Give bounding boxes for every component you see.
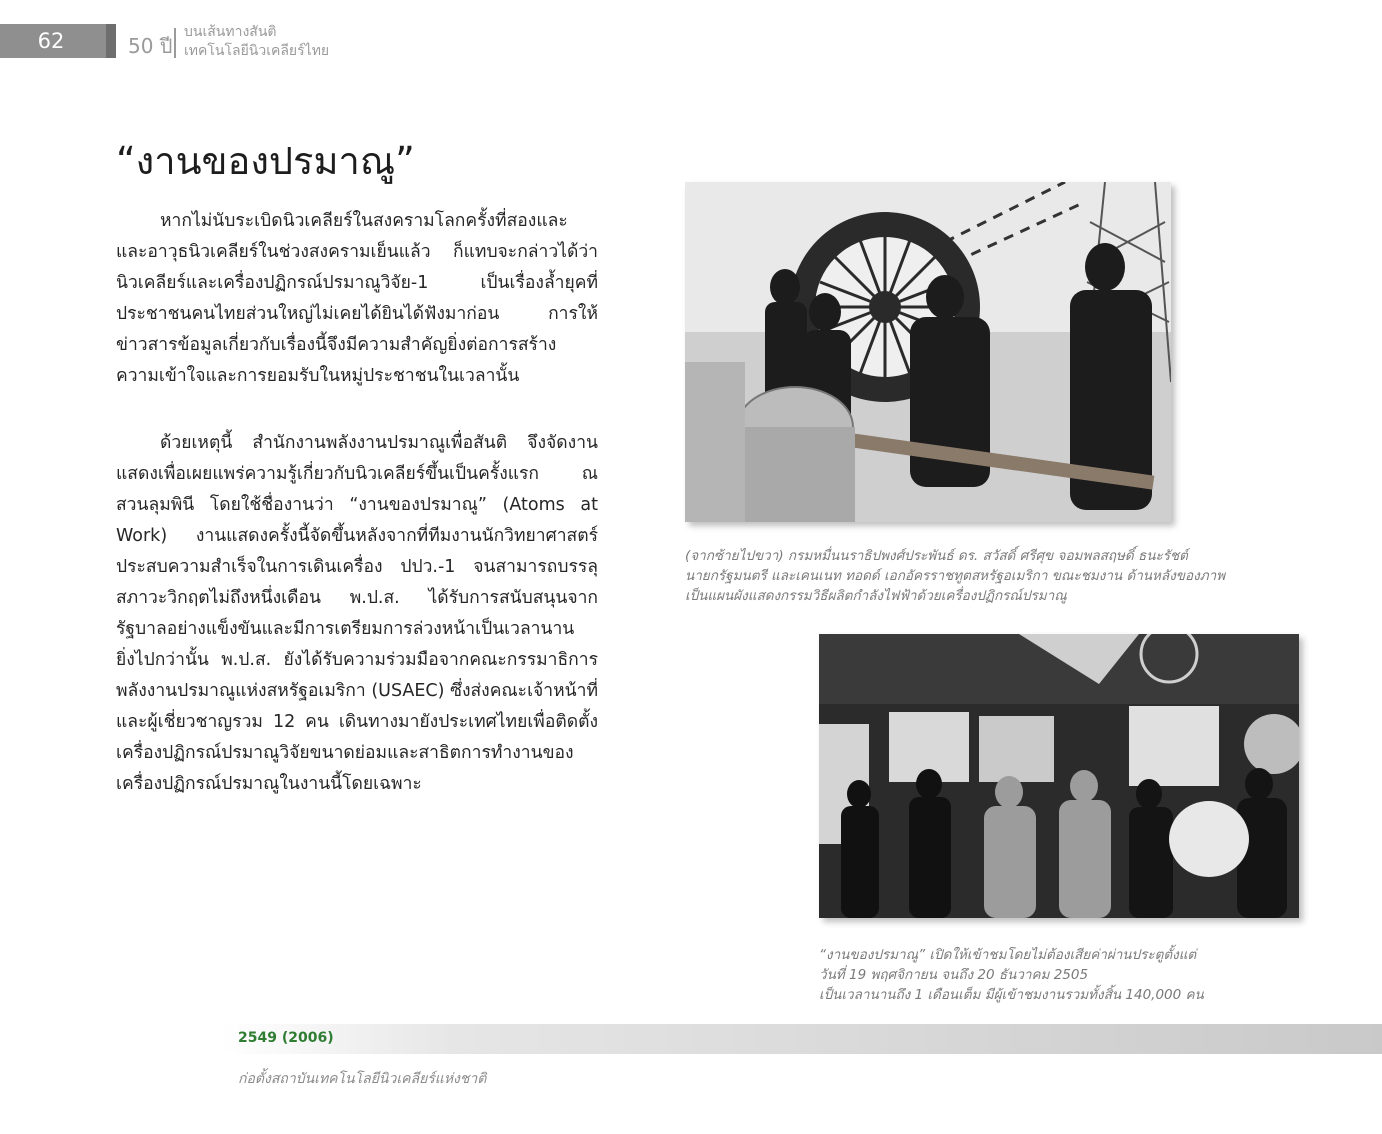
series-title — [184, 23, 329, 61]
page-number-tab — [106, 24, 116, 58]
photo2-caption-line1: “งานของปรมาณู” เปิดให้เข้าชมโดยไม่ต้องเสียค่าผ่านประตูตั้งแต่ — [819, 947, 1197, 963]
photo-exhibition-crowd — [819, 634, 1299, 918]
page-number: 62 — [37, 29, 65, 53]
page-number-box — [0, 24, 116, 58]
timeline-year: 2549 (2006) — [238, 1030, 334, 1046]
photo2-caption-line2: วันที่ 19 พฤศจิกายน จนถึง 20 ธันวาคม 2505 — [819, 967, 1089, 983]
photo1-caption-line3: เป็นแผนผังแสดงกรรมวิธีผลิตกำลังไฟฟ้าด้วยเครื่องปฏิกรณ์ปรมาณู — [685, 588, 1067, 604]
paragraph-2-text: ด้วยเหตุนี้ สำนักงานพลังงานปรมาณูเพื่อสันติ จึงจัดงานแสดงเพื่อเผยแพร่ความรู้เกี่ยวกับนิวเคลียร์ขึ้นเป็นครั้งแรก ณ สวนลุมพินี โดยใช้ชื่องานว่า “งานของปรมาณู” (Atoms at Work) งานแสดงครั้งนี้จัดขึ้นหลังจากที่ทีมงานนักวิทยาศาสตร์ประสบความสำเร็จในการเดินเครื่อง ปปว.-1 จนสามารถบรรลุสภาวะวิกฤตไม่ถึงหนึ่งเดือน พ.ป.ส. ได้รับการสนับสนุนจากรัฐบาลอย่างแข็งขันและมีการเตรียมการล่วงหน้าเป็นเวลานาน ยิ่งไปกว่านั้น พ.ป.ส. ยังได้รับความร่วมมือจากคณะกรรมาธิการพลังงานปรมาณูแห่งสหรัฐอเมริกา (USAEC) ซึ่งส่งคณะเจ้าหน้าที่และผู้เชี่ยวชาญรวม 12 คน เดินทางมายังประเทศไทยเพื่อติดตั้งเครื่องปฏิกรณ์ปรมาณูวิจัยขนาดย่อมและสาธิตการทำงานของเครื่องปฏิกรณ์ปรมาณูในงานนี้โดยเฉพาะ — [116, 433, 598, 794]
article-paragraph-2 — [116, 428, 598, 800]
photo1-caption — [685, 546, 1225, 606]
header-divider — [174, 28, 176, 58]
photo2-caption — [819, 945, 1204, 1005]
series-label: 50 ปี — [128, 34, 173, 58]
series-title-line2: เทคโนโลยีนิวเคลียร์ไทย — [184, 43, 330, 59]
photo1-caption-line1: (จากซ้ายไปขวา) กรมหมื่นนราธิปพงศ์ประพันธ์ ดร. สวัสดิ์ ศรีศุข จอมพลสฤษดิ์ ธนะรัชต์ — [685, 548, 1188, 564]
timeline-event: ก่อตั้งสถาบันเทคโนโลยีนิวเคลียร์แห่งชาติ — [238, 1071, 487, 1087]
photo2-caption-line3: เป็นเวลานานถึง 1 เดือนเต็ม มีผู้เข้าชมงานรวมทั้งสิ้น 140,000 คน — [819, 987, 1204, 1003]
series-title-line1: บนเส้นทางสันติ — [184, 24, 277, 40]
article-title: “งานของปรมาณู” — [116, 139, 415, 183]
paragraph-1-text: หากไม่นับระเบิดนิวเคลียร์ในสงครามโลกครั้งที่สองและและอาวุธนิวเคลียร์ในช่วงสงครามเย็นแล้ว ก็แทบจะกล่าวได้ว่า นิวเคลียร์และเครื่องปฏิกรณ์ปรมาณูวิจัย-1 เป็นเรื่องล้ำยุคที่ประชาชนคนไทยส่วนใหญ่ไม่เคยได้ยินได้ฟังมาก่อน การให้ข่าวสารข้อมูลเกี่ยวกับเรื่องนี้จึงมีความสำคัญยิ่งต่อการสร้างความเข้าใจและการยอมรับในหมู่ประชาชนในเวลานั้น — [116, 211, 598, 386]
article-paragraph-1 — [116, 206, 598, 392]
photo-dignitaries-at-exhibit — [685, 182, 1171, 522]
photo1-caption-line2: นายกรัฐมนตรี และเคนเนท ทอดด์ เอกอัครราชทูตสหรัฐอเมริกา ขณะชมงาน ด้านหลังของภาพ — [685, 568, 1226, 584]
timeline-bar — [222, 1024, 1382, 1054]
